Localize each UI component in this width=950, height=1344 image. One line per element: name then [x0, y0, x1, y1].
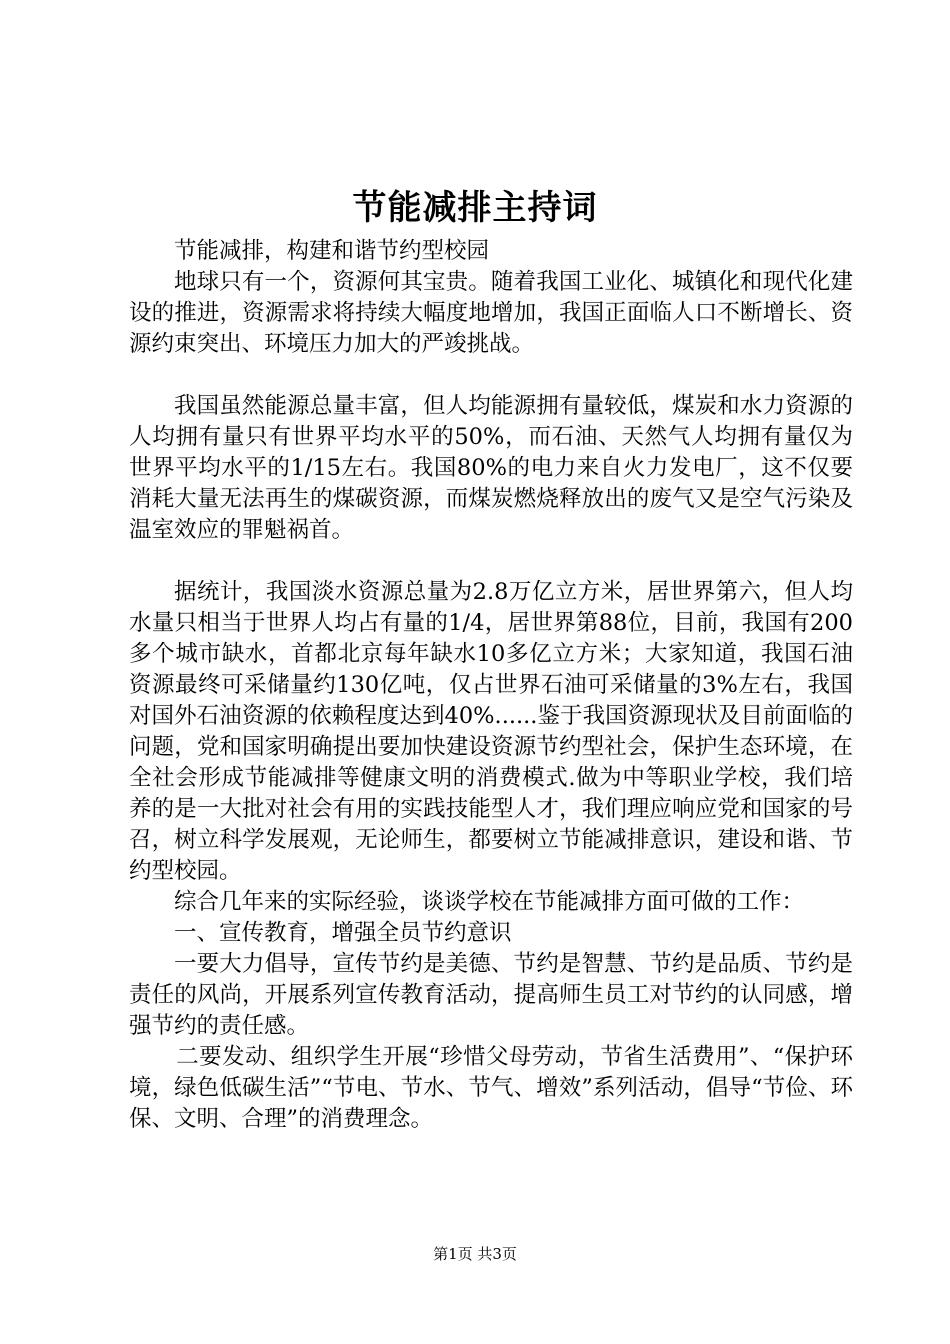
paragraph-subtitle: 节能减排，构建和谐节约型校园	[174, 238, 490, 264]
page-footer: 第1页 共3页	[433, 1245, 517, 1263]
paragraph-advocate: 一要大力倡导，宣传节约是美德、节约是智慧、节约是品质、节约是责任的风尚，开展系列宣传教育活动，提高师生员工对节约的认同感，增强节约的责任感。	[129, 951, 853, 1039]
paragraph-energy: 我国虽然能源总量丰富，但人均能源拥有量较低，煤炭和水力资源的人均拥有量只有世界平均水平的50%，而石油、天然气人均拥有量仅为世界平均水平的1/15左右。我国80%的电力来自火力发电厂，这不仅要消耗大量无法再生的煤碳资源，而煤炭燃烧释放出的废气又是空气污染及温室效应的罪魁祸首。	[129, 393, 853, 543]
paragraph-experience: 综合几年来的实际经验，谈谈学校在节能减排方面可做的工作：	[174, 889, 805, 915]
document-title: 节能减排主持词	[352, 188, 598, 228]
paragraph-water-oil: 据统计，我国淡水资源总量为2.8万亿立方米，居世界第六，但人均水量只相当于世界人均占有量的1/4，居世界第88位，目前，我国有200多个城市缺水，首都北京每年缺水10多亿立方米；大家知道，我国石油资源最终可采储量约130亿吨，仅占世界石油可采储量的3%左右，我国对国外石油资源的依赖程度达到40%......鉴于我国资源现状及目前面临的问题，党和国家明确提出要加快建设资源节约型社会，保护生态环境，在全社会形成节能减排等健康文明的消费模式.做为中等职业学校，我们培养的是一大批对社会有用的实践技能型人才，我们理应响应党和国家的号召，树立科学发展观，无论师生，都要树立节能减排意识，建设和谐、节约型校园。	[129, 579, 853, 884]
document-body	[129, 236, 853, 1135]
paragraph-intro: 地球只有一个，资源何其宝贵。随着我国工业化、城镇化和现代化建设的推进，资源需求将持续大幅度地增加，我国正面临人口不断增长、资源约束突出、环境压力加大的严竣挑战。	[129, 269, 853, 357]
paragraph-activities: 二要发动、组织学生开展“珍惜父母劳动，节省生活费用”、“保护环境，绿色低碳生活”“节电、节水、节气、增效”系列活动，倡导“节俭、环保、文明、合理”的消费理念。	[129, 1044, 853, 1132]
section-heading-1: 一、宣传教育，增强全员节约意识	[174, 920, 512, 946]
